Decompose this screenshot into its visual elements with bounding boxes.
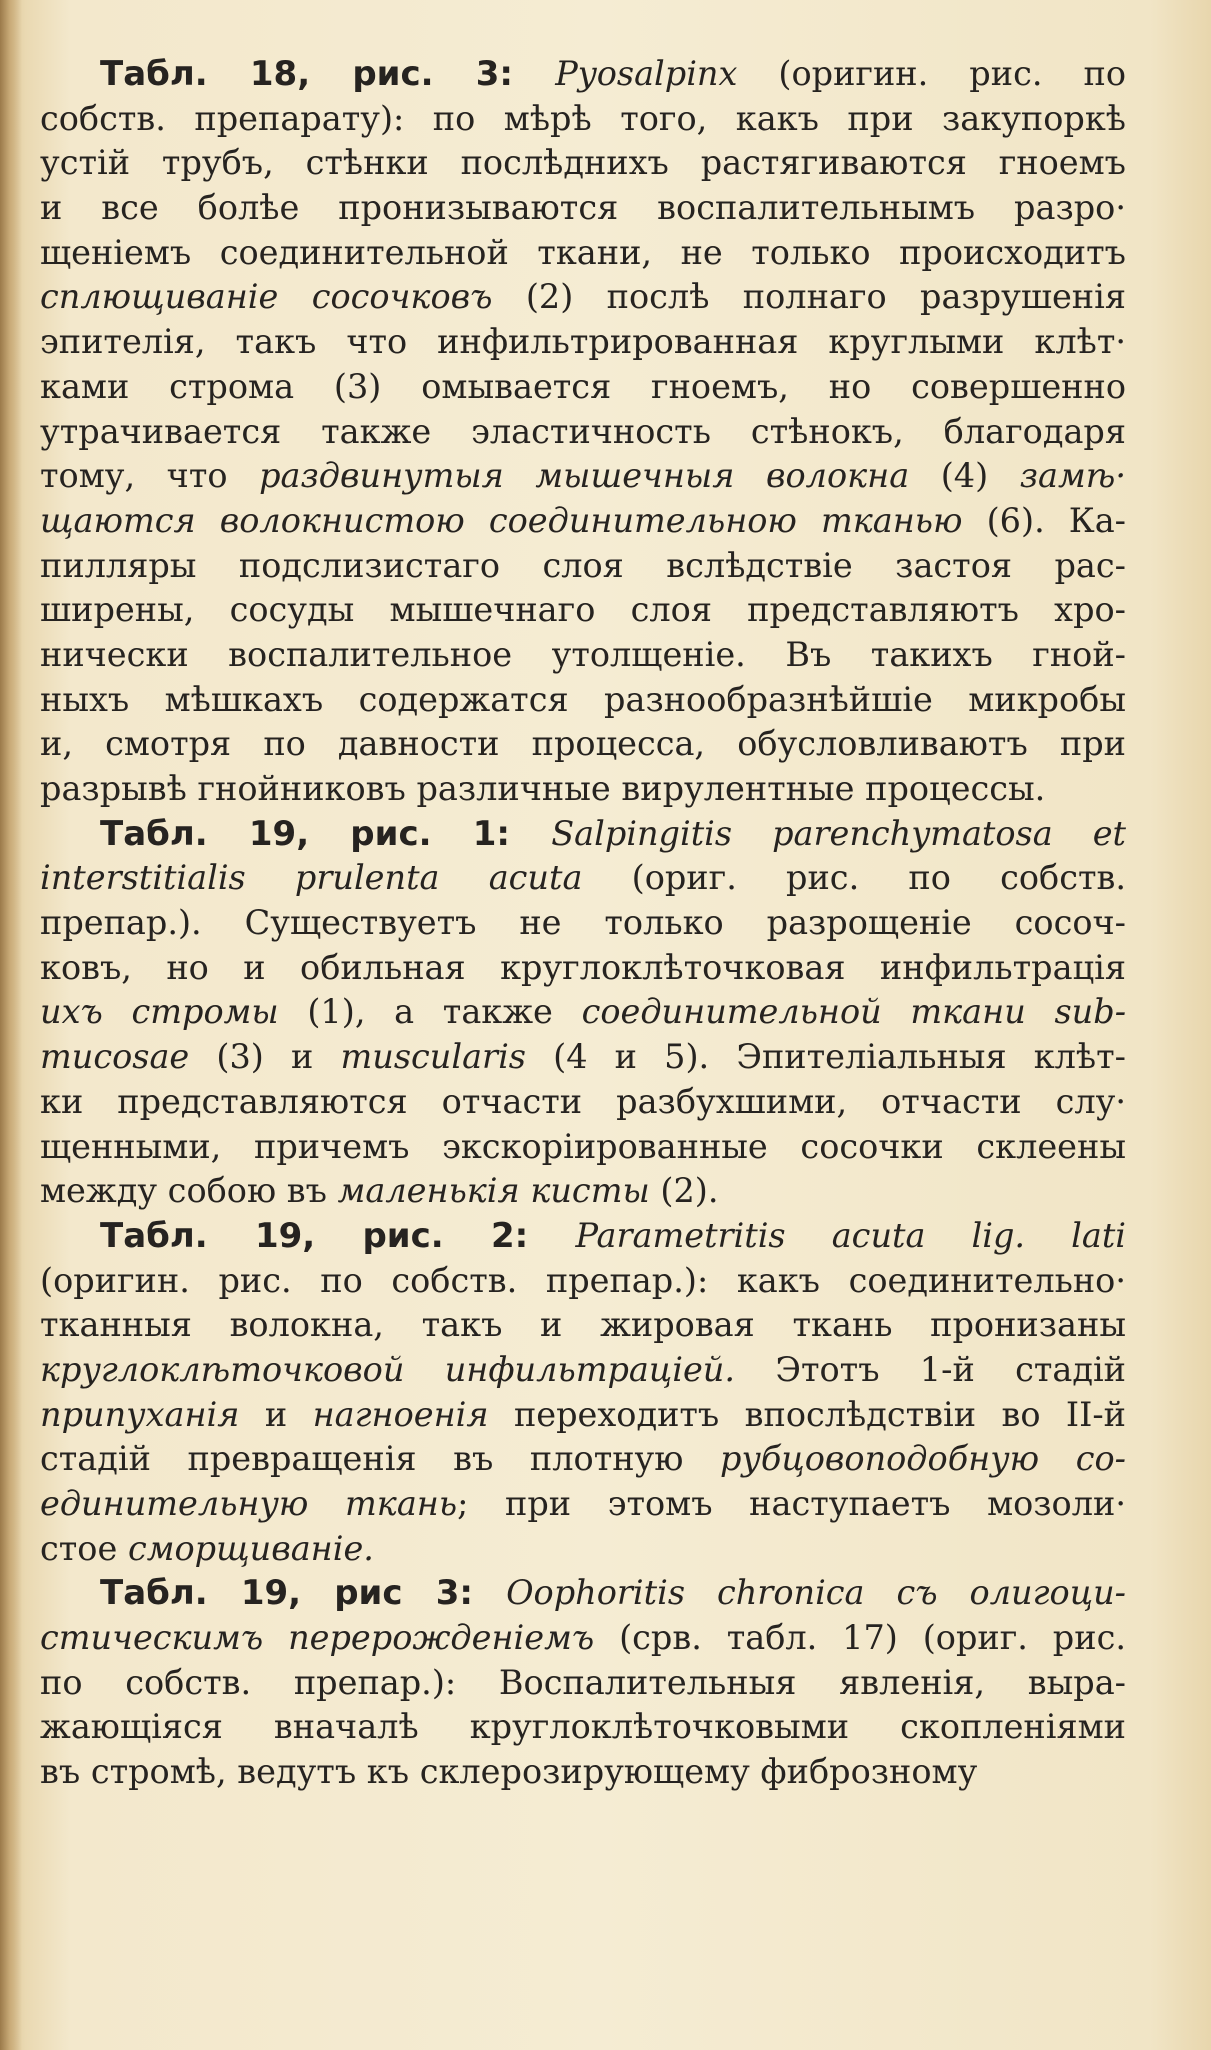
emphasis-text: mucosae (40, 1037, 190, 1077)
body-text: и, смотря по давности процесса, обусловливаютъ при (40, 724, 1126, 764)
emphasis-text: щаются волокнистою соединительною тканью (40, 500, 963, 540)
text-line (40, 410, 1126, 455)
emphasis-text: ихъ стромы (40, 992, 279, 1032)
body-text: (6). Ка- (962, 500, 1126, 540)
body-text: ширены, сосуды мышечнаго слоя представляютъ хро- (40, 590, 1126, 630)
entry-3 (40, 1214, 1126, 1572)
body-text: жающіяся вначалѣ круглоклѣточковыми скопленіями (40, 1707, 1126, 1747)
text-line (40, 767, 1126, 812)
text-line (40, 275, 1126, 320)
page-gutter-shadow (0, 0, 22, 2050)
emphasis-text: Parametritis acuta lig. lati (575, 1215, 1126, 1255)
text-line (40, 1482, 1126, 1527)
text-line (40, 544, 1126, 589)
body-text: пилляры подслизистаго слоя вслѣдствіе застоя рас- (40, 545, 1126, 585)
body-text: (оригин. рис. по собств. препар.): какъ соединительно· (40, 1260, 1126, 1300)
text-line (40, 722, 1126, 767)
body-text: и (239, 1394, 313, 1434)
emphasis-text: припуханія (40, 1394, 240, 1434)
body-text: стое (40, 1528, 128, 1568)
body-text: по собств. препар.): Воспалительныя явленія, выра- (40, 1662, 1126, 1702)
emphasis-text: сплющиваніе сосочковъ (40, 277, 493, 317)
body-text: утрачивается также эластичность стѣнокъ, благодаря (40, 411, 1126, 451)
emphasis-text: единительную ткань (40, 1484, 458, 1523)
text-line (40, 990, 1126, 1035)
body-text: собств. препарату): по мѣрѣ того, какъ при закупоркѣ (40, 98, 1126, 138)
text-line (40, 1080, 1126, 1125)
entry-heading: Табл. 18, рис. 3: (100, 54, 556, 94)
body-text (865, 1573, 897, 1612)
body-text: (1), а также (278, 992, 582, 1032)
text-line (40, 52, 1126, 97)
body-text: щенными, причемъ экскоріированные сосочки склеены (40, 1126, 1126, 1166)
text-line (40, 186, 1126, 231)
emphasis-text: Pyosalpinx (555, 54, 738, 93)
text-line (40, 231, 1126, 276)
emphasis-text: Oophoritis chronica (506, 1573, 865, 1613)
text-line (40, 1571, 1126, 1616)
body-text: устій трубъ, стѣнки послѣднихъ растягиваются гноемъ (40, 143, 1126, 183)
text-line (40, 588, 1126, 633)
entry-heading: Табл. 19, рис. 2: (100, 1215, 576, 1256)
text-line (40, 1259, 1126, 1304)
body-text: ками строма (3) омывается гноемъ, но совершенно (40, 366, 1126, 406)
body-text: (2). (649, 1171, 719, 1211)
text-line (40, 1393, 1126, 1438)
text-line (40, 97, 1126, 142)
entry-2 (40, 812, 1126, 1214)
body-text: Этотъ 1-й стадій (735, 1349, 1126, 1389)
body-text: ковъ, но и обильная круглоклѣточковая инфильтрація (40, 947, 1126, 987)
text-line (40, 365, 1126, 410)
emphasis-text: сморщиваніе. (127, 1528, 374, 1568)
body-text: переходитъ впослѣдствіи во II-й (488, 1394, 1126, 1434)
emphasis-text: съ олигоци- (896, 1573, 1126, 1613)
text-line (40, 812, 1126, 857)
body-text: ки представляются отчасти разбухшими, отчасти слу· (40, 1081, 1126, 1121)
text-line (40, 1348, 1126, 1393)
emphasis-text: маленькія кисты (337, 1171, 650, 1211)
text-line (40, 1169, 1126, 1214)
entry-heading: Табл. 19, рис 3: (100, 1573, 507, 1614)
text-line (40, 1214, 1126, 1259)
text-line (40, 1616, 1126, 1661)
text-line (40, 1437, 1126, 1482)
text-line (40, 454, 1126, 499)
page-text (40, 52, 1126, 1795)
entry-1 (40, 52, 1126, 812)
body-text: (4 и 5). Эпителіальныя клѣт- (525, 1037, 1126, 1077)
body-text: (оригин. рис. по (737, 54, 1126, 93)
body-text: ныхъ мѣшкахъ содержатся разнообразнѣйшіе микробы (40, 679, 1126, 719)
body-text: тому, что (40, 456, 260, 496)
emphasis-text: круглоклѣточковой инфильтраціей. (40, 1349, 736, 1389)
emphasis-text: соединительной ткани (581, 992, 1055, 1032)
text-line (40, 901, 1126, 946)
body-text: щеніемъ соединительной ткани, не только происходитъ (40, 232, 1126, 272)
entry-heading: Табл. 19, рис. 1: (100, 813, 552, 854)
text-line (40, 499, 1126, 544)
text-line (40, 1705, 1126, 1750)
body-text: эпителія, такъ что инфильтрированная круглыми клѣт· (40, 322, 1126, 362)
emphasis-text: нагноенія (312, 1394, 489, 1434)
entry-4 (40, 1571, 1126, 1794)
text-line (40, 1125, 1126, 1170)
body-text: между собою въ (40, 1171, 338, 1211)
text-line (40, 633, 1126, 678)
emphasis-text: раздвинутыя мышечныя волокна (259, 456, 910, 496)
body-text: и все болѣе пронизываются воспалительнымъ разро· (40, 188, 1126, 228)
emphasis-text: замѣ· (1019, 456, 1126, 496)
emphasis-text: muscularis (340, 1037, 526, 1077)
body-text: препар.). Существуетъ не только разрощеніе сосоч- (40, 903, 1126, 943)
body-text: разрывѣ гнойниковъ различные вирулентные процессы. (40, 769, 1046, 808)
text-line (40, 1661, 1126, 1706)
body-text: (срв. табл. 17) (ориг. рис. (594, 1618, 1126, 1658)
emphasis-text: стическимъ перерожденіемъ (40, 1618, 595, 1658)
text-line (40, 1527, 1126, 1572)
body-text: тканныя волокна, такъ и жировая ткань пронизаны (40, 1305, 1126, 1345)
emphasis-text: sub- (1054, 992, 1127, 1032)
body-text: въ стромѣ, ведутъ къ склерозирующему фиброзному (40, 1752, 978, 1792)
text-line (40, 1035, 1126, 1080)
body-text: (ориг. рис. по собств. (582, 858, 1126, 898)
body-text: (3) и (189, 1037, 341, 1077)
text-line (40, 946, 1126, 991)
text-line (40, 856, 1126, 901)
text-line (40, 1750, 1126, 1795)
text-line (40, 141, 1126, 186)
body-text: ; при этомъ наступаетъ мозоли· (457, 1484, 1126, 1523)
text-line (40, 1303, 1126, 1348)
body-text: нически воспалительное утолщеніе. Въ такихъ гной- (40, 634, 1126, 674)
emphasis-text: рубцовоподобную со- (720, 1439, 1126, 1479)
text-line (40, 320, 1126, 365)
emphasis-text: interstitialis prulenta acuta (40, 858, 583, 898)
body-text: стадій превращенія въ плотную (40, 1439, 721, 1479)
emphasis-text: Salpingitis parenchymatosa et (551, 813, 1127, 853)
body-text: (4) (909, 456, 1020, 496)
text-line (40, 678, 1126, 723)
body-text: (2) послѣ полнаго разрушенія (492, 277, 1126, 317)
